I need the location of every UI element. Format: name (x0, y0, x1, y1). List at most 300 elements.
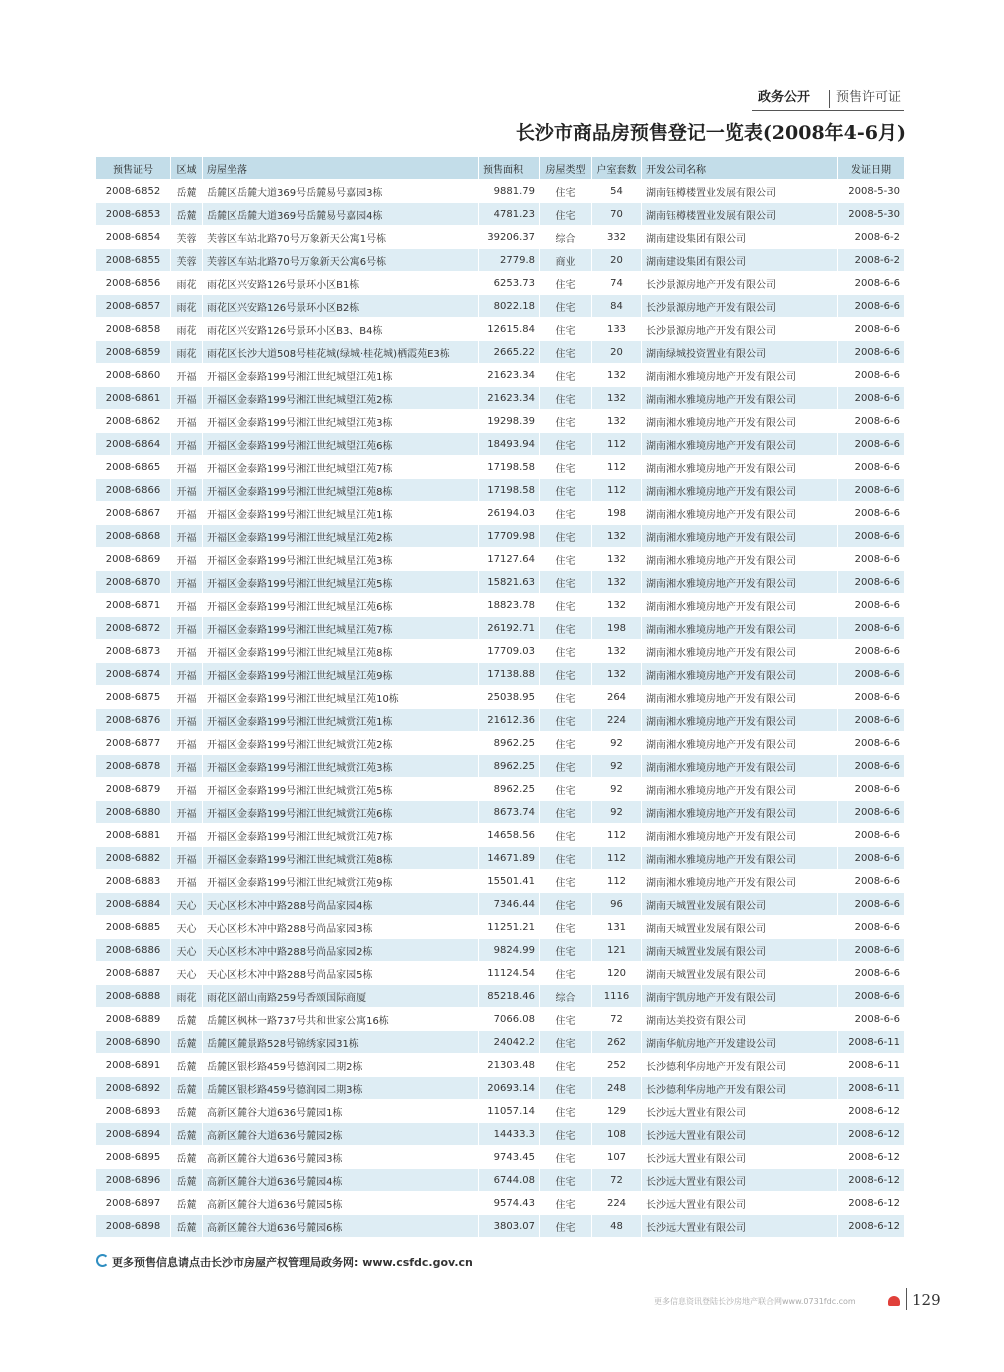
cell-district: 开福 (171, 570, 203, 593)
cell-units: 132 (592, 547, 642, 570)
cell-developer: 长沙景源房地产开发有限公司 (642, 317, 838, 340)
cell-issue-date: 2008-6-6 (838, 961, 904, 984)
table-row (96, 501, 904, 524)
cell-location: 芙蓉区车站北路70号万象新天公寓1号栋 (203, 225, 479, 248)
cell-type: 住宅 (540, 616, 592, 639)
cell-developer: 长沙远大置业有限公司 (642, 1168, 838, 1191)
cell-developer: 湖南湘水雅境房地产开发有限公司 (642, 570, 838, 593)
cell-type: 住宅 (540, 363, 592, 386)
cell-district: 岳麓 (171, 179, 203, 202)
cell-location: 高新区麓谷大道636号麓园3栋 (203, 1145, 479, 1168)
cell-issue-date: 2008-6-12 (838, 1145, 904, 1168)
table-row (96, 662, 904, 685)
cell-location: 天心区杉木冲中路288号尚品家园5栋 (203, 961, 479, 984)
cell-type: 住宅 (540, 892, 592, 915)
cell-district: 开福 (171, 432, 203, 455)
cell-area: 6253.73 (479, 271, 540, 294)
cell-units: 132 (592, 409, 642, 432)
cell-permit-no: 2008-6879 (96, 777, 171, 800)
cell-issue-date: 2008-6-6 (838, 340, 904, 363)
cell-units: 132 (592, 593, 642, 616)
cell-area: 8673.74 (479, 800, 540, 823)
table-row (96, 1030, 904, 1053)
cell-units: 132 (592, 662, 642, 685)
table-row (96, 570, 904, 593)
cell-developer: 湖南湘水雅境房地产开发有限公司 (642, 708, 838, 731)
cell-issue-date: 2008-6-6 (838, 685, 904, 708)
cell-permit-no: 2008-6871 (96, 593, 171, 616)
cell-issue-date: 2008-5-30 (838, 179, 904, 202)
cell-issue-date: 2008-6-2 (838, 225, 904, 248)
cell-location: 高新区麓谷大道636号麓园5栋 (203, 1191, 479, 1214)
page-number: 129 (912, 1291, 941, 1309)
cell-units: 131 (592, 915, 642, 938)
column-header-issue-date: 发证日期 (838, 157, 904, 179)
cell-type: 住宅 (540, 1214, 592, 1237)
cell-type: 住宅 (540, 593, 592, 616)
cell-district: 开福 (171, 800, 203, 823)
cell-area: 12615.84 (479, 317, 540, 340)
cell-type: 住宅 (540, 639, 592, 662)
cell-location: 天心区杉木冲中路288号尚品家园4栋 (203, 892, 479, 915)
page-title: 长沙市商品房预售登记一览表(2008年4-6月) (515, 122, 906, 144)
cell-location: 岳麓区岳麓大道369号岳麓易号嘉园3栋 (203, 179, 479, 202)
cell-permit-no: 2008-6890 (96, 1030, 171, 1053)
cell-permit-no: 2008-6866 (96, 478, 171, 501)
cell-area: 18823.78 (479, 593, 540, 616)
cell-developer: 湖南湘水雅境房地产开发有限公司 (642, 823, 838, 846)
table-row (96, 938, 904, 961)
cell-developer: 湖南建设集团有限公司 (642, 225, 838, 248)
cell-units: 132 (592, 639, 642, 662)
cell-type: 住宅 (540, 1145, 592, 1168)
cell-units: 70 (592, 202, 642, 225)
cell-area: 9824.99 (479, 938, 540, 961)
cell-permit-no: 2008-6868 (96, 524, 171, 547)
cell-district: 开福 (171, 593, 203, 616)
cell-location: 开福区金泰路199号湘江世纪城赏江苑9栋 (203, 869, 479, 892)
cell-developer: 长沙德利华房地产开发有限公司 (642, 1076, 838, 1099)
cell-developer: 湖南湘水雅境房地产开发有限公司 (642, 616, 838, 639)
cell-permit-no: 2008-6893 (96, 1099, 171, 1122)
cell-area: 14671.89 (479, 846, 540, 869)
cell-permit-no: 2008-6860 (96, 363, 171, 386)
cell-type: 住宅 (540, 340, 592, 363)
cell-district: 岳麓 (171, 1168, 203, 1191)
cell-issue-date: 2008-6-6 (838, 432, 904, 455)
cell-type: 住宅 (540, 1076, 592, 1099)
cell-developer: 湖南湘水雅境房地产开发有限公司 (642, 846, 838, 869)
table-row (96, 777, 904, 800)
cell-district: 开福 (171, 616, 203, 639)
cell-units: 112 (592, 823, 642, 846)
cell-district: 开福 (171, 708, 203, 731)
cell-type: 住宅 (540, 915, 592, 938)
cell-permit-no: 2008-6896 (96, 1168, 171, 1191)
cell-permit-no: 2008-6885 (96, 915, 171, 938)
cell-type: 住宅 (540, 800, 592, 823)
cell-district: 开福 (171, 639, 203, 662)
cell-location: 开福区金泰路199号湘江世纪城星江苑7栋 (203, 616, 479, 639)
cell-location: 雨花区韶山南路259号香颂国际商厦 (203, 984, 479, 1007)
cell-area: 3803.07 (479, 1214, 540, 1237)
cell-type: 住宅 (540, 271, 592, 294)
cell-issue-date: 2008-6-6 (838, 524, 904, 547)
cell-district: 天心 (171, 892, 203, 915)
table-row (96, 225, 904, 248)
cell-units: 72 (592, 1007, 642, 1030)
cell-issue-date: 2008-6-6 (838, 294, 904, 317)
cell-district: 岳麓 (171, 1030, 203, 1053)
cell-permit-no: 2008-6894 (96, 1122, 171, 1145)
cell-issue-date: 2008-6-12 (838, 1214, 904, 1237)
cell-issue-date: 2008-6-11 (838, 1030, 904, 1053)
cell-issue-date: 2008-6-6 (838, 800, 904, 823)
cell-units: 132 (592, 363, 642, 386)
cell-issue-date: 2008-6-12 (838, 1122, 904, 1145)
cell-district: 芙蓉 (171, 225, 203, 248)
cell-issue-date: 2008-6-6 (838, 455, 904, 478)
cell-location: 芙蓉区车站北路70号万象新天公寓6号栋 (203, 248, 479, 271)
cell-type: 综合 (540, 225, 592, 248)
cell-location: 开福区金泰路199号湘江世纪城赏江苑2栋 (203, 731, 479, 754)
table-row (96, 892, 904, 915)
cell-type: 住宅 (540, 478, 592, 501)
cell-location: 天心区杉木冲中路288号尚品家园3栋 (203, 915, 479, 938)
cell-issue-date: 2008-6-6 (838, 363, 904, 386)
cell-area: 8962.25 (479, 731, 540, 754)
cell-district: 开福 (171, 455, 203, 478)
cell-issue-date: 2008-6-6 (838, 271, 904, 294)
cell-permit-no: 2008-6895 (96, 1145, 171, 1168)
cell-area: 17709.03 (479, 639, 540, 662)
table-row (96, 179, 904, 202)
cell-developer: 湖南湘水雅境房地产开发有限公司 (642, 685, 838, 708)
cell-developer: 湖南湘水雅境房地产开发有限公司 (642, 432, 838, 455)
cell-area: 26192.71 (479, 616, 540, 639)
cell-units: 92 (592, 754, 642, 777)
cell-issue-date: 2008-6-6 (838, 547, 904, 570)
header-divider (829, 90, 830, 108)
cell-district: 开福 (171, 547, 203, 570)
cell-permit-no: 2008-6880 (96, 800, 171, 823)
cell-location: 高新区麓谷大道636号麓园6栋 (203, 1214, 479, 1237)
cell-developer: 湖南天城置业发展有限公司 (642, 961, 838, 984)
cell-developer: 长沙景源房地产开发有限公司 (642, 271, 838, 294)
cell-location: 开福区金泰路199号湘江世纪城赏江苑8栋 (203, 846, 479, 869)
cell-location: 开福区金泰路199号湘江世纪城星江苑8栋 (203, 639, 479, 662)
cell-issue-date: 2008-6-6 (838, 616, 904, 639)
cell-developer: 湖南湘水雅境房地产开发有限公司 (642, 754, 838, 777)
table-row (96, 846, 904, 869)
cell-location: 开福区金泰路199号湘江世纪城望江苑6栋 (203, 432, 479, 455)
table-row (96, 961, 904, 984)
cell-location: 开福区金泰路199号湘江世纪城赏江苑5栋 (203, 777, 479, 800)
column-header-location: 房屋坐落 (203, 157, 479, 179)
cell-issue-date: 2008-6-6 (838, 892, 904, 915)
cell-type: 住宅 (540, 731, 592, 754)
table-row (96, 248, 904, 271)
cell-developer: 湖南湘水雅境房地产开发有限公司 (642, 547, 838, 570)
cell-units: 224 (592, 1191, 642, 1214)
cell-issue-date: 2008-6-11 (838, 1076, 904, 1099)
cell-location: 高新区麓谷大道636号麓园1栋 (203, 1099, 479, 1122)
cell-location: 开福区金泰路199号湘江世纪城望江苑7栋 (203, 455, 479, 478)
table-row (96, 731, 904, 754)
cell-developer: 湖南天城置业发展有限公司 (642, 938, 838, 961)
cell-developer: 湖南湘水雅境房地产开发有限公司 (642, 777, 838, 800)
page-number-divider (906, 1288, 907, 1310)
cell-area: 11251.21 (479, 915, 540, 938)
cell-permit-no: 2008-6856 (96, 271, 171, 294)
cell-area: 2665.22 (479, 340, 540, 363)
cell-location: 开福区金泰路199号湘江世纪城星江苑1栋 (203, 501, 479, 524)
cell-issue-date: 2008-6-6 (838, 869, 904, 892)
cell-district: 岳麓 (171, 1007, 203, 1030)
cell-issue-date: 2008-6-6 (838, 823, 904, 846)
table-row (96, 1122, 904, 1145)
cell-type: 住宅 (540, 202, 592, 225)
column-header-units: 户室套数 (592, 157, 642, 179)
section-header (752, 88, 904, 111)
cell-type: 住宅 (540, 708, 592, 731)
cell-district: 开福 (171, 363, 203, 386)
column-header-permit-no: 预售证号 (96, 157, 171, 179)
cell-location: 天心区杉木冲中路288号尚品家园2栋 (203, 938, 479, 961)
cell-units: 248 (592, 1076, 642, 1099)
cell-area: 4781.23 (479, 202, 540, 225)
cell-district: 开福 (171, 869, 203, 892)
table-row (96, 1053, 904, 1076)
cell-permit-no: 2008-6857 (96, 294, 171, 317)
cell-location: 开福区金泰路199号湘江世纪城望江苑3栋 (203, 409, 479, 432)
cell-developer: 长沙远大置业有限公司 (642, 1214, 838, 1237)
footer-note-text[interactable]: 更多预售信息请点击长沙市房屋产权管理局政务网: www.csfdc.gov.cn (112, 1256, 473, 1269)
cell-developer: 湖南湘水雅境房地产开发有限公司 (642, 639, 838, 662)
cell-type: 住宅 (540, 662, 592, 685)
cell-units: 92 (592, 800, 642, 823)
table-row (96, 685, 904, 708)
site-logo-icon (888, 1296, 900, 1306)
cell-units: 121 (592, 938, 642, 961)
cell-permit-no: 2008-6873 (96, 639, 171, 662)
table-row (96, 1007, 904, 1030)
cell-permit-no: 2008-6882 (96, 846, 171, 869)
cell-issue-date: 2008-6-6 (838, 478, 904, 501)
cell-location: 高新区麓谷大道636号麓园4栋 (203, 1168, 479, 1191)
refresh-arrow-icon (96, 1254, 109, 1267)
cell-permit-no: 2008-6861 (96, 386, 171, 409)
cell-location: 岳麓区麓景路528号锦绣家园31栋 (203, 1030, 479, 1053)
table-row (96, 1214, 904, 1237)
cell-permit-no: 2008-6891 (96, 1053, 171, 1076)
cell-type: 住宅 (540, 501, 592, 524)
cell-location: 雨花区兴安路126号景环小区B2栋 (203, 294, 479, 317)
cell-permit-no: 2008-6874 (96, 662, 171, 685)
cell-issue-date: 2008-6-12 (838, 1168, 904, 1191)
table-row (96, 754, 904, 777)
column-header-district: 区域 (171, 157, 203, 179)
table-row (96, 823, 904, 846)
cell-district: 雨花 (171, 294, 203, 317)
cell-units: 112 (592, 869, 642, 892)
cell-location: 岳麓区岳麓大道369号岳麓易号嘉园4栋 (203, 202, 479, 225)
cell-district: 雨花 (171, 340, 203, 363)
cell-units: 20 (592, 340, 642, 363)
cell-permit-no: 2008-6865 (96, 455, 171, 478)
cell-units: 129 (592, 1099, 642, 1122)
cell-area: 85218.46 (479, 984, 540, 1007)
cell-type: 住宅 (540, 179, 592, 202)
cell-location: 雨花区兴安路126号景环小区B1栋 (203, 271, 479, 294)
cell-units: 108 (592, 1122, 642, 1145)
cell-issue-date: 2008-6-6 (838, 639, 904, 662)
cell-developer: 湖南湘水雅境房地产开发有限公司 (642, 501, 838, 524)
cell-type: 住宅 (540, 432, 592, 455)
cell-units: 48 (592, 1214, 642, 1237)
cell-type: 住宅 (540, 823, 592, 846)
cell-area: 8022.18 (479, 294, 540, 317)
cell-location: 开福区金泰路199号湘江世纪城星江苑10栋 (203, 685, 479, 708)
cell-issue-date: 2008-5-30 (838, 202, 904, 225)
cell-developer: 湖南湘水雅境房地产开发有限公司 (642, 869, 838, 892)
cell-district: 雨花 (171, 317, 203, 340)
cell-district: 岳麓 (171, 1145, 203, 1168)
cell-area: 21612.36 (479, 708, 540, 731)
cell-units: 84 (592, 294, 642, 317)
cell-permit-no: 2008-6883 (96, 869, 171, 892)
cell-location: 开福区金泰路199号湘江世纪城星江苑2栋 (203, 524, 479, 547)
cell-developer: 湖南湘水雅境房地产开发有限公司 (642, 800, 838, 823)
cell-developer: 湖南湘水雅境房地产开发有限公司 (642, 593, 838, 616)
cell-type: 住宅 (540, 1122, 592, 1145)
cell-developer: 湖南湘水雅境房地产开发有限公司 (642, 386, 838, 409)
column-header-area: 预售面积 (479, 157, 540, 179)
cell-developer: 长沙景源房地产开发有限公司 (642, 294, 838, 317)
table-row (96, 202, 904, 225)
cell-district: 岳麓 (171, 1214, 203, 1237)
cell-location: 雨花区长沙大道508号桂花城(绿城·桂花城)栖霞苑E3栋 (203, 340, 479, 363)
cell-location: 雨花区兴安路126号景环小区B3、B4栋 (203, 317, 479, 340)
cell-units: 198 (592, 501, 642, 524)
cell-area: 39206.37 (479, 225, 540, 248)
cell-permit-no: 2008-6864 (96, 432, 171, 455)
cell-permit-no: 2008-6862 (96, 409, 171, 432)
cell-permit-no: 2008-6854 (96, 225, 171, 248)
cell-units: 332 (592, 225, 642, 248)
cell-issue-date: 2008-6-6 (838, 386, 904, 409)
cell-permit-no: 2008-6897 (96, 1191, 171, 1214)
cell-location: 开福区金泰路199号湘江世纪城星江苑6栋 (203, 593, 479, 616)
cell-location: 开福区金泰路199号湘江世纪城望江苑2栋 (203, 386, 479, 409)
cell-area: 17709.98 (479, 524, 540, 547)
table-body (96, 179, 904, 1237)
cell-developer: 湖南湘水雅境房地产开发有限公司 (642, 662, 838, 685)
cell-issue-date: 2008-6-6 (838, 1007, 904, 1030)
cell-area: 21303.48 (479, 1053, 540, 1076)
cell-units: 264 (592, 685, 642, 708)
table-row (96, 409, 904, 432)
cell-units: 132 (592, 524, 642, 547)
table-row (96, 984, 904, 1007)
cell-issue-date: 2008-6-6 (838, 915, 904, 938)
cell-permit-no: 2008-6867 (96, 501, 171, 524)
cell-district: 开福 (171, 409, 203, 432)
cell-district: 芙蓉 (171, 248, 203, 271)
cell-permit-no: 2008-6852 (96, 179, 171, 202)
cell-developer: 湖南湘水雅境房地产开发有限公司 (642, 409, 838, 432)
section-label: 政务公开 (758, 90, 811, 105)
cell-location: 开福区金泰路199号湘江世纪城赏江苑6栋 (203, 800, 479, 823)
cell-area: 11057.14 (479, 1099, 540, 1122)
cell-permit-no: 2008-6859 (96, 340, 171, 363)
cell-permit-no: 2008-6887 (96, 961, 171, 984)
cell-type: 住宅 (540, 409, 592, 432)
cell-district: 开福 (171, 386, 203, 409)
table-header-row (96, 157, 904, 179)
cell-issue-date: 2008-6-6 (838, 984, 904, 1007)
cell-district: 开福 (171, 524, 203, 547)
table-row (96, 1076, 904, 1099)
cell-area: 15821.63 (479, 570, 540, 593)
cell-developer: 湖南天城置业发展有限公司 (642, 892, 838, 915)
cell-location: 开福区金泰路199号湘江世纪城星江苑5栋 (203, 570, 479, 593)
cell-district: 天心 (171, 915, 203, 938)
cell-permit-no: 2008-6872 (96, 616, 171, 639)
cell-district: 岳麓 (171, 1053, 203, 1076)
cell-units: 132 (592, 570, 642, 593)
cell-type: 综合 (540, 984, 592, 1007)
cell-permit-no: 2008-6888 (96, 984, 171, 1007)
table-row (96, 363, 904, 386)
cell-district: 岳麓 (171, 1099, 203, 1122)
cell-permit-no: 2008-6853 (96, 202, 171, 225)
cell-area: 25038.95 (479, 685, 540, 708)
cell-district: 开福 (171, 754, 203, 777)
cell-district: 岳麓 (171, 202, 203, 225)
cell-area: 18493.94 (479, 432, 540, 455)
cell-permit-no: 2008-6878 (96, 754, 171, 777)
table-row (96, 1099, 904, 1122)
cell-district: 开福 (171, 501, 203, 524)
cell-developer: 湖南建设集团有限公司 (642, 248, 838, 271)
cell-units: 224 (592, 708, 642, 731)
table-row (96, 639, 904, 662)
cell-units: 198 (592, 616, 642, 639)
cell-location: 开福区金泰路199号湘江世纪城赏江苑1栋 (203, 708, 479, 731)
table-row (96, 708, 904, 731)
cell-area: 21623.34 (479, 363, 540, 386)
cell-units: 1116 (592, 984, 642, 1007)
table-row (96, 1191, 904, 1214)
cell-permit-no: 2008-6875 (96, 685, 171, 708)
cell-issue-date: 2008-6-2 (838, 248, 904, 271)
cell-issue-date: 2008-6-6 (838, 501, 904, 524)
cell-area: 26194.03 (479, 501, 540, 524)
table-row (96, 271, 904, 294)
cell-permit-no: 2008-6855 (96, 248, 171, 271)
cell-type: 住宅 (540, 1030, 592, 1053)
cell-developer: 湖南钰樽楼置业发展有限公司 (642, 202, 838, 225)
cell-issue-date: 2008-6-6 (838, 662, 904, 685)
cell-developer: 长沙远大置业有限公司 (642, 1099, 838, 1122)
footer-note (96, 1254, 473, 1270)
cell-area: 14433.3 (479, 1122, 540, 1145)
cell-type: 商业 (540, 248, 592, 271)
cell-area: 2779.8 (479, 248, 540, 271)
cell-location: 开福区金泰路199号湘江世纪城望江苑8栋 (203, 478, 479, 501)
cell-issue-date: 2008-6-6 (838, 317, 904, 340)
